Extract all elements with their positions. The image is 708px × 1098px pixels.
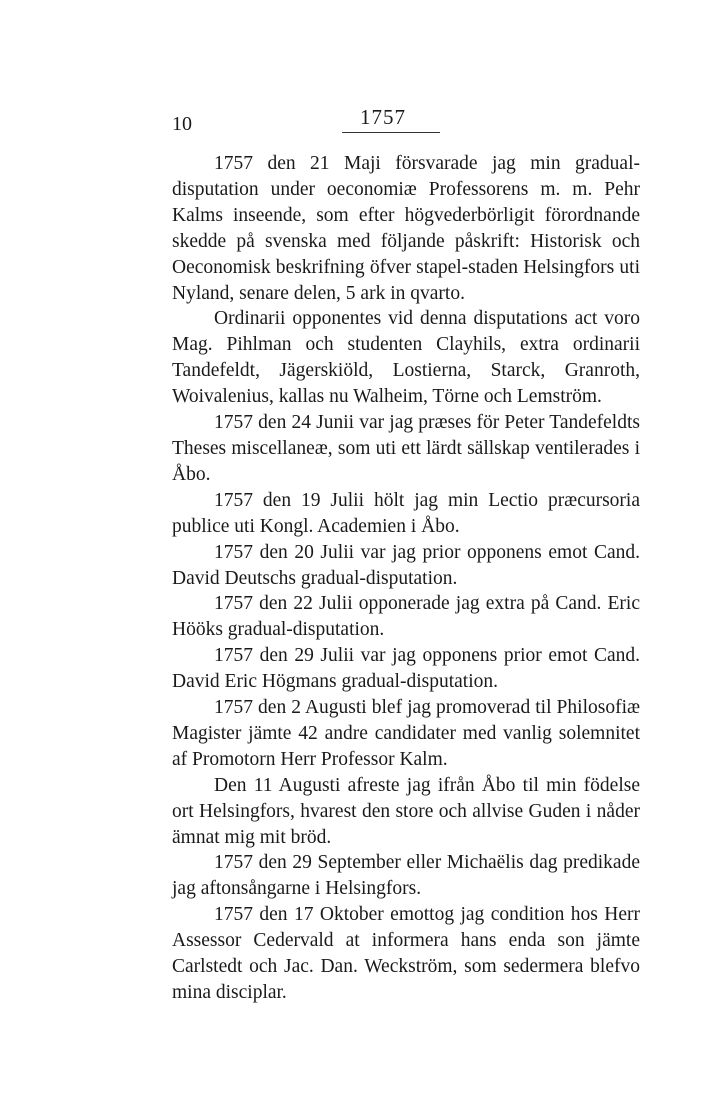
paragraph: 1757 den 17 Oktober emottog jag condition hos Herr Assessor Cedervald at informera hans enda son jämte Carlstedt och Jac. Dan. Weckström, som sedermera blefvo mina disciplar. [172,904,640,1003]
paragraph: 1757 den 24 Junii var jag præses för Peter Tandefeldts Theses miscellaneæ, som uti ett lärdt sällskap ventilerades i Åbo. [172,412,640,485]
paragraph: 1757 den 29 September eller Michaëlis dag predikade jag aftonsångarne i Helsingfors. [172,852,640,900]
paragraph: 1757 den 20 Julii var jag prior opponens emot Cand. David Deutschs gradual-disputation. [172,541,640,589]
paragraph: 1757 den 19 Julii hölt jag min Lectio præcursoria publice uti Kongl. Academien i Åbo. [172,489,640,537]
paragraph: 1757 den 22 Julii opponerade jag extra på Cand. Eric Hööks gradual-disputation. [172,593,640,641]
running-head: 1757 [360,105,406,129]
header-rule [342,132,440,133]
paragraph: 1757 den 21 Maji försvarade jag min gradual-disputation under oeconomiæ Professorens m. m. Pehr Kalms inseende, som efter högvederbörligit förordnande skedde på svenska med följande påskrift: Historisk och Oeconomisk beskrifning öfver stapel-staden Helsingfors uti Nyland, senare delen, 5 ark in qvarto. [172,153,640,304]
paragraph: Ordinarii opponentes vid denna disputations act voro Mag. Pihlman och studenten Clayhils, extra ordinarii Tandefeldt, Jägerskiöld, Lostierna, Starck, Granroth, Woivalenius, kallas nu Walheim, Törne och Lemström. [172,308,640,408]
text-body [172,151,640,1006]
paragraph: Den 11 Augusti afreste jag ifrån Åbo til min födelse ort Helsingfors, hvarest den store och allvise Guden i nåder ämnat mig mit bröd. [172,774,640,848]
page-number: 10 [172,113,192,135]
paragraph: 1757 den 29 Julii var jag opponens prior emot Cand. David Eric Högmans gradual-disputation. [172,645,640,693]
paragraph: 1757 den 2 Augusti blef jag promoverad til Philosofiæ Magister jämte 42 andre candidater med vanlig solemnitet af Promotorn Herr Professor Kalm. [172,697,640,770]
